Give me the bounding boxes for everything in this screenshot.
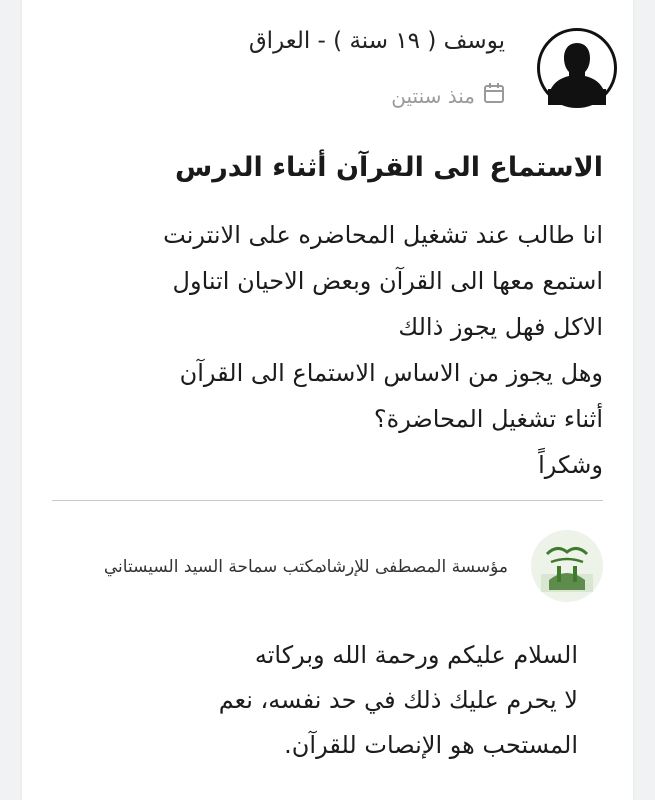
calendar-icon xyxy=(483,82,505,109)
org-logo-icon xyxy=(531,530,603,602)
user-silhouette-icon xyxy=(537,28,617,108)
org-reference: مكتب سماحة السيد السيستاني xyxy=(103,557,323,577)
asker-name: يوسف ( ١٩ سنة ) - العراق xyxy=(248,28,505,54)
answer-line: لا يحرم عليك ذلك في حد نفسه، نعم xyxy=(218,686,578,714)
question-line: انا طالب عند تشغيل المحاضره على الانترنت xyxy=(163,221,603,249)
answer-line: السلام عليكم ورحمة الله وبركاته xyxy=(254,641,578,669)
question-title: الاستماع الى القرآن أثناء الدرس xyxy=(175,152,603,183)
divider xyxy=(52,500,603,501)
question-line: وهل يجوز من الاساس الاستماع الى القرآن xyxy=(179,359,603,387)
question-line: الاكل فهل يجوز ذالك xyxy=(398,313,603,341)
answer-body xyxy=(118,633,578,768)
date-text: منذ سنتين xyxy=(391,83,475,108)
question-line: أثناء تشغيل المحاضرة؟ xyxy=(373,405,603,433)
question-card xyxy=(22,0,633,800)
question-body xyxy=(103,212,603,488)
question-line: وشكراً xyxy=(538,451,603,479)
org-name: مؤسسة المصطفى للإرشاد xyxy=(319,557,508,577)
post-date xyxy=(391,82,505,109)
question-line: استمع معها الى القرآن وبعض الاحيان اتناول xyxy=(172,267,603,295)
answer-line: المستحب هو الإنصات للقرآن. xyxy=(284,731,578,759)
